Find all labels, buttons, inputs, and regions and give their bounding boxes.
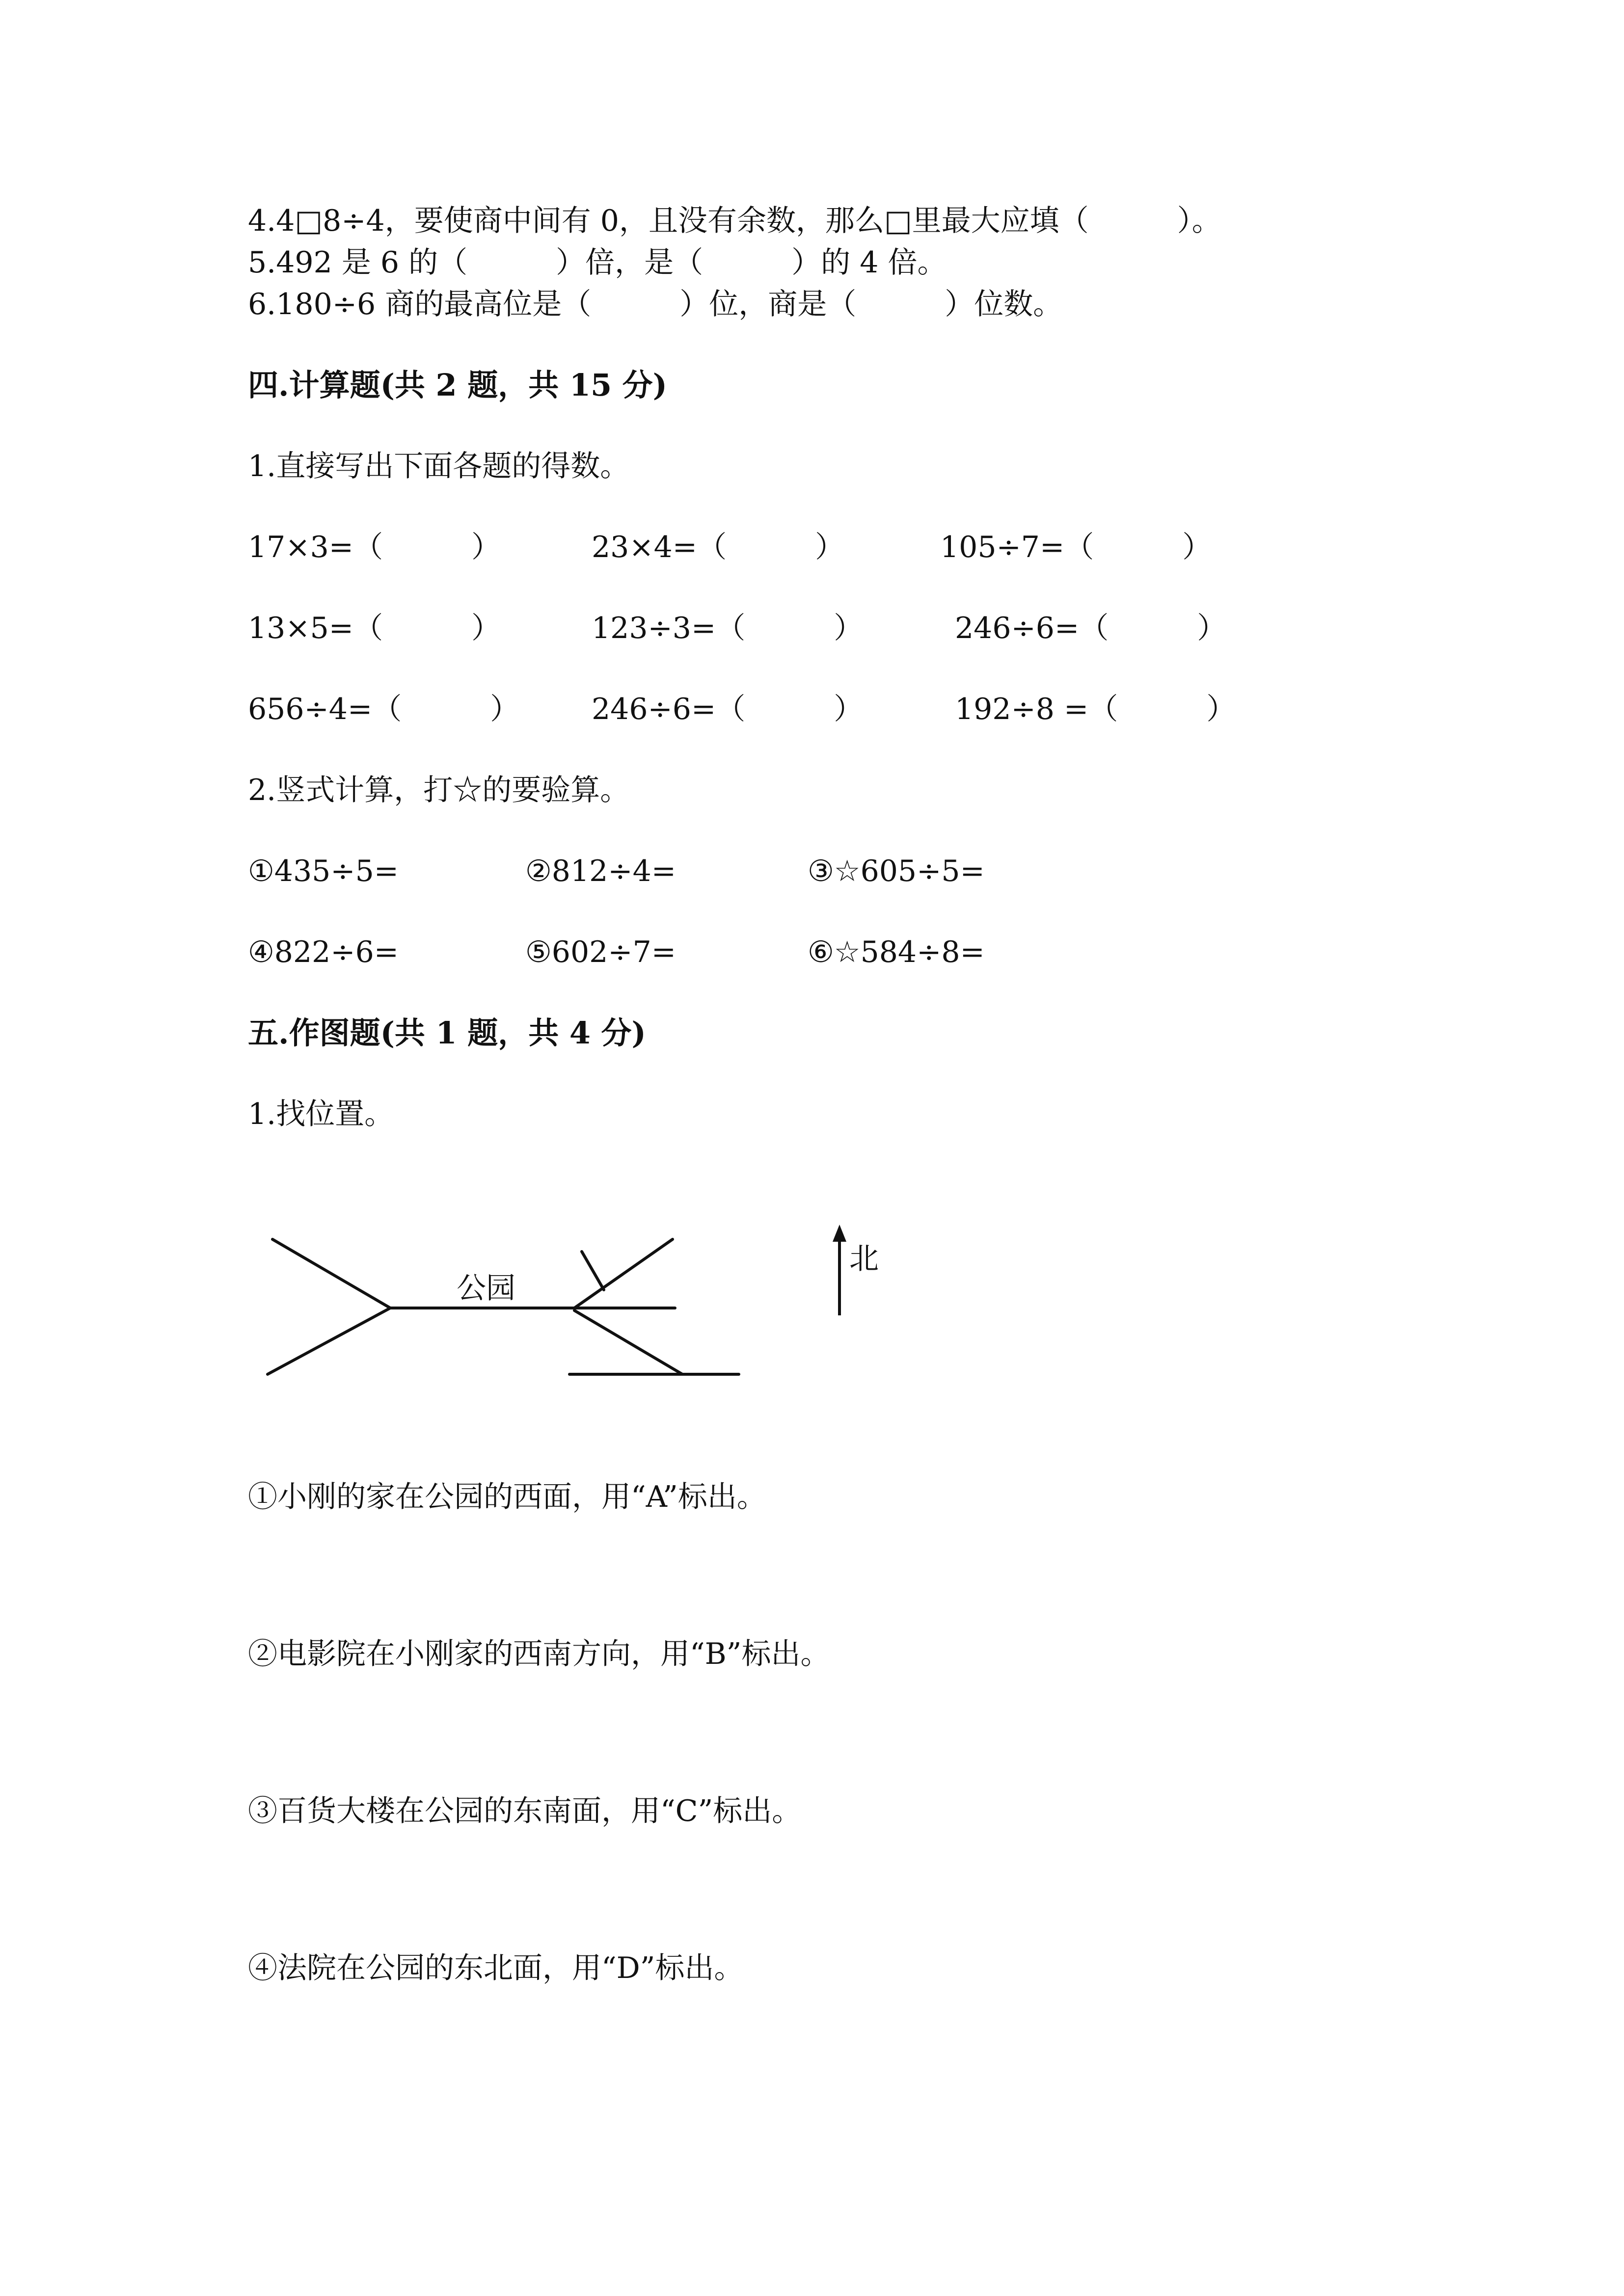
vertical-calc-item: ⑥☆584÷8= (808, 935, 985, 969)
section-4-heading: 四.计算题(共 2 题，共 15 分) (248, 367, 668, 403)
road-west-lower (268, 1308, 390, 1374)
vertical-calc-item: ①435÷5= (248, 854, 399, 888)
oral-calc-item: 123÷3=（ ） (592, 611, 864, 645)
section-4-q2-prompt: 2.竖式计算，打☆的要验算。 (248, 773, 630, 807)
fill-blank-q4: 4.4□8÷4，要使商中间有 0，且没有余数，那么□里最大应填（ ）。 (248, 204, 1221, 238)
vertical-calc-item: ③☆605÷5= (808, 854, 985, 888)
oral-calc-item: 656÷4=（ ） (248, 692, 520, 726)
oral-calc-item: 13×5=（ ） (248, 611, 501, 645)
section-5-heading: 五.作图题(共 1 题，共 4 分) (248, 1015, 646, 1051)
position-map (255, 1168, 943, 1404)
fill-blank-q5: 5.492 是 6 的（ ）倍，是（ ）的 4 倍。 (248, 245, 947, 280)
section-5-q1-prompt: 1.找位置。 (248, 1097, 394, 1131)
oral-calc-item: 17×3=（ ） (248, 530, 501, 564)
vertical-calc-item: ④822÷6= (248, 935, 399, 969)
map-task-a: ①小刚的家在公园的西面，用“A”标出。 (248, 1480, 766, 1514)
vertical-calc-item: ②812÷4= (525, 854, 677, 888)
road-east-northeast (574, 1239, 673, 1308)
section-4-q1-prompt: 1.直接写出下面各题的得数。 (248, 449, 630, 483)
park-label: 公园 (457, 1271, 515, 1306)
oral-calc-item: 105÷7=（ ） (940, 530, 1212, 564)
north-arrow (833, 1225, 846, 1315)
map-task-d: ④法院在公园的东北面，用“D”标出。 (248, 1951, 744, 1985)
oral-calc-item: 246÷6=（ ） (955, 611, 1227, 645)
oral-calc-item: 246÷6=（ ） (592, 692, 864, 726)
road-east-southeast (574, 1310, 682, 1374)
road-west-upper (272, 1239, 390, 1308)
oral-calc-item: 23×4=（ ） (592, 530, 845, 564)
road-east-north-short (582, 1252, 604, 1290)
vertical-calc-item: ⑤602÷7= (525, 935, 677, 969)
fill-blank-q6: 6.180÷6 商的最高位是（ ）位，商是（ ）位数。 (248, 287, 1063, 321)
north-label: 北 (849, 1242, 879, 1276)
map-drawing (255, 1168, 943, 1404)
map-task-b: ②电影院在小刚家的西南方向，用“B”标出。 (248, 1637, 830, 1671)
oral-calc-item: 192÷8 =（ ） (955, 692, 1236, 726)
map-task-c: ③百货大楼在公园的东南面，用“C”标出。 (248, 1794, 802, 1828)
